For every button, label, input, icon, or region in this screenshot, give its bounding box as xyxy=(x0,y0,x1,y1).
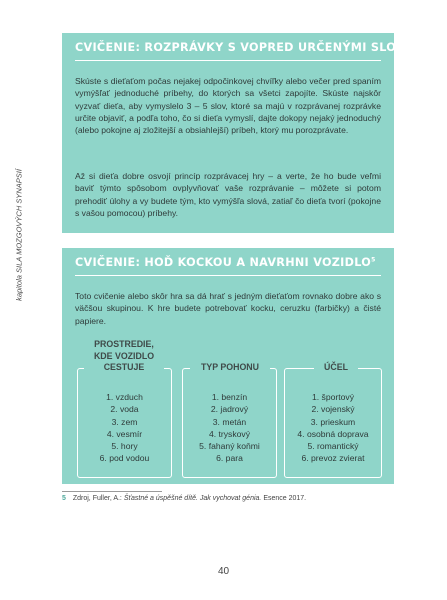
list-item: 5. fahaný koňmi xyxy=(199,441,260,452)
list-item: 6. pod vodou xyxy=(99,453,150,464)
column-list-propulsion xyxy=(182,391,277,465)
footnote-reference: 5 xyxy=(371,256,376,264)
list-item: 3. prieskum xyxy=(310,416,356,427)
chapter-side-label-text: kapitola SILA MOZGOVÝCH SYNAPSIÍ xyxy=(14,169,24,301)
list-item: 5. hory xyxy=(111,441,138,452)
list-item: 6. prevoz zvierat xyxy=(301,453,365,464)
list-item: 2. voda xyxy=(110,404,139,415)
column-heading-environment xyxy=(84,339,164,374)
column-heading-purpose xyxy=(314,362,358,374)
exercise-paragraph: Až si dieťa dobre osvojí princíp rozprávacej hry – a verte, že ho bude veľmi baviť týmto spôsobom ovplyvňovať vaše rozprávanie – môžete si potom prehodiť úlohy a vy budete tým, kto vymýšľa slová, zatiaľ čo dieťa tvorí (pokojne s vašou pomocou) príbehy. xyxy=(75,171,381,218)
list-item: 1. benzín xyxy=(211,392,248,402)
list-item: 2. vojenský xyxy=(311,404,355,415)
list-item: 3. zem xyxy=(111,416,138,427)
exercise-box-dice xyxy=(62,248,394,484)
column-heading-line: KDE VOZIDLO xyxy=(93,350,155,361)
list-item: 1. vzduch xyxy=(106,392,143,402)
column-list-purpose xyxy=(282,391,384,465)
list-item: 2. jadrový xyxy=(210,404,249,415)
list-item: 4. osobná doprava xyxy=(297,428,369,439)
list-item: 4. vesmír xyxy=(106,428,143,439)
exercise-title-stories: CVIČENIE: ROZPRÁVKY S VOPRED URČENÝMI SLOVAMI xyxy=(75,41,429,54)
page-number: 40 xyxy=(217,566,230,577)
footnote-number: 5 xyxy=(62,495,66,502)
exercise-paragraph: Skúste s dieťaťom počas nejakej odpočinkovej chvíľky alebo večer pred spaním vymýšľať jednoduché príbehy, do ktorých sa všetci zapojíte. Skúste najskôr vyzvať dieťa, aby vymyslelo 3 – 5 slov, ktoré sa majú v rozprávanej rozprávke určite objaviť, a podľa toho, čo si dieťa vymyslí, dajte dokopy nejaký jednoduchý (alebo pokojne aj zložitejší a obsiahlejší) príbeh, ktorý mu porozprávate. xyxy=(75,76,381,136)
footnote-divider xyxy=(62,491,162,492)
column-heading-line: PROSTREDIE, xyxy=(94,339,154,349)
column-list-environment xyxy=(77,391,172,465)
footnote xyxy=(62,495,306,502)
title-divider xyxy=(75,275,381,276)
title-divider xyxy=(75,60,381,61)
list-item: 3. metán xyxy=(212,416,247,427)
exercise-title-text: CVIČENIE: HOĎ KOCKOU A NAVRHNI VOZIDLO xyxy=(75,256,372,269)
list-item: 4. tryskový xyxy=(208,428,251,439)
footnote-authors: Zdroj, Fuller, A.: xyxy=(72,495,122,502)
footnote-title: Šťastné a úspěšné dítě. Jak vychovat génia. xyxy=(123,495,262,502)
exercise-box-stories xyxy=(62,33,429,233)
list-item: 6. para xyxy=(216,453,243,464)
footnote-publisher: Esence 2017. xyxy=(263,495,307,502)
column-heading-line: ÚČEL xyxy=(324,362,348,372)
column-heading-propulsion xyxy=(190,362,270,374)
exercise-title-dice xyxy=(75,256,384,269)
list-item: 1. športový xyxy=(311,392,355,402)
list-item: 5. romantický xyxy=(307,441,359,452)
chapter-side-label xyxy=(12,130,26,340)
column-heading-line: TYP POHONU xyxy=(200,362,259,372)
exercise-paragraph: Toto cvičenie alebo skôr hra sa dá hrať s jedným dieťaťom rovnako dobre ako s väčšou skupinou. K hre budete potrebovať kocku, ceruzku (farbičky) a čisté papiere. xyxy=(75,291,381,326)
column-heading-line: CESTUJE xyxy=(103,362,145,372)
